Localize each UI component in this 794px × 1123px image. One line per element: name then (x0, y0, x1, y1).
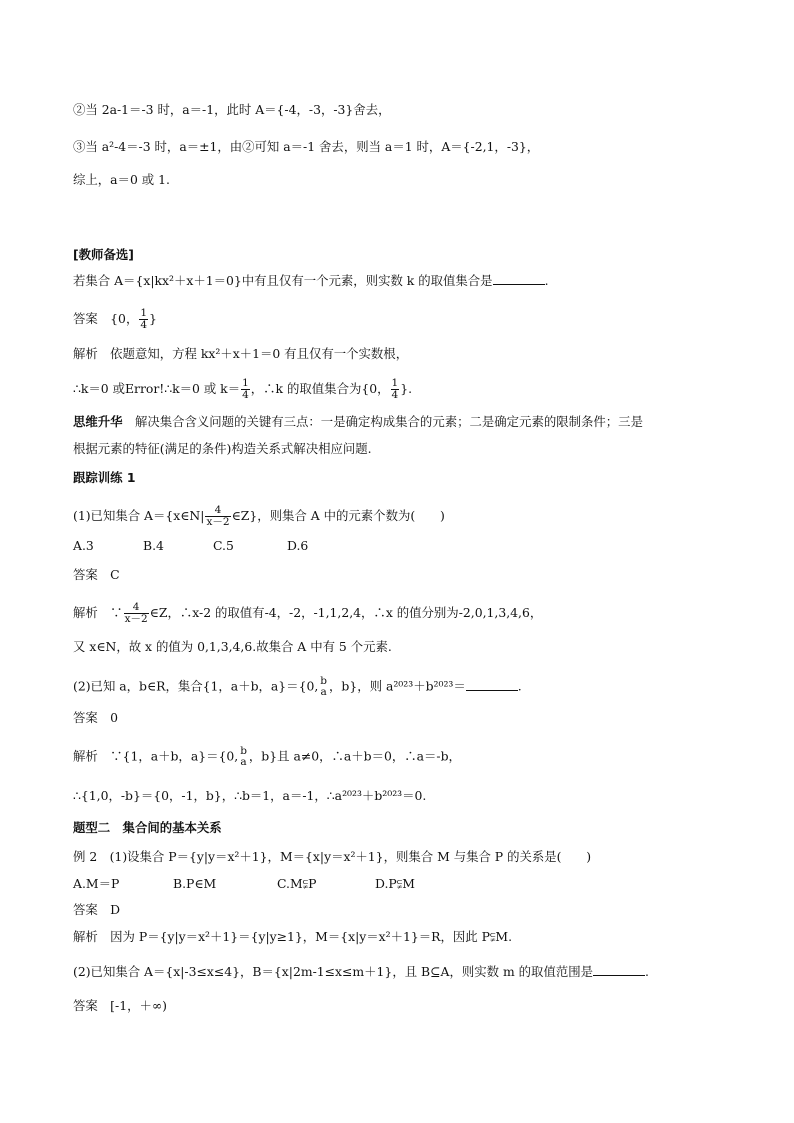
option-d: D.6 (287, 538, 309, 553)
answer-blank (593, 963, 645, 976)
text: 跟踪训练 1 (73, 470, 136, 485)
text: ②当 2a-1＝-3 时，a＝-1，此时 A＝{-4，-3，-3}舍去， (73, 102, 391, 117)
text: . (645, 964, 649, 979)
answer-value: D (110, 902, 121, 917)
explanation-label: 解析 (73, 605, 98, 620)
practice-answer-2 (73, 710, 118, 726)
text: 综上，a＝0 或 1. (73, 172, 170, 187)
thinking-upgrade (73, 414, 643, 430)
explanation-label: 解析 (73, 748, 98, 764)
practice-answer-1 (73, 567, 120, 583)
answer-label: 答案 (73, 902, 98, 917)
answer-label: 答案 (73, 311, 98, 326)
section-heading (73, 820, 222, 836)
text: ，b}，则 a²⁰²³＋b²⁰²³＝ (329, 678, 466, 694)
example-2-explanation (73, 929, 512, 945)
answer-label: 答案 (73, 710, 98, 725)
text: ∈Z}，则集合 A 中的元素个数为( ) (231, 508, 445, 523)
option-b: B.P∈M (173, 876, 217, 891)
fraction: $\frac{1}{4}$ (242, 377, 249, 401)
text: ∵{1，a＋b，a}＝{0, (110, 748, 239, 764)
text: 若集合 A＝{x|kx²＋x＋1＝0}中有且仅有一个元素，则实数 k 的取值集合是 (73, 273, 493, 288)
text: }. (400, 381, 413, 396)
text-line (73, 139, 539, 155)
text: } (149, 311, 157, 326)
answer-label: 答案 (73, 998, 98, 1013)
fraction: $\frac{1}{4}$ (140, 307, 148, 331)
text-line (73, 172, 170, 188)
text: . (517, 678, 522, 694)
text: . (544, 273, 549, 288)
option-a: A.M＝P (73, 876, 120, 891)
text: ∴k＝0 或Error!∴k＝0 或 k＝ (73, 381, 241, 396)
teacher-header (73, 247, 134, 263)
text: (2)已知集合 A＝{x|-3≤x≤4}，B＝{x|2m-1≤x≤m＋1}，且 B⊆A，则实数 m 的取值范围是 (73, 964, 594, 979)
example-2b-question (73, 963, 649, 980)
answer-label: 答案 (73, 567, 98, 582)
text: (2)已知 a，b∈R，集合{1，a＋b，a}＝{0, (73, 678, 319, 694)
explanation-label: 解析 (73, 346, 98, 361)
thinking-label: 思维升华 (73, 414, 123, 429)
text: ，b}且 a≠0，∴a＋b＝0，∴a＝-b， (248, 748, 461, 764)
text: 解决集合含义问题的关键有三点：一是确定构成集合的元素；二是确定元素的限制条件；三是 (134, 414, 643, 429)
fraction: b a (240, 745, 247, 768)
text: ③当 a²-4＝-3 时，a＝±1，由②可知 a＝-1 舍去，则当 a＝1 时，A＝{-2,1，-3}， (73, 139, 540, 154)
teacher-answer (73, 308, 157, 331)
text: 依题意知，方程 kx²＋x＋1＝0 有且仅有一个实数根， (110, 346, 409, 361)
text: ，∴k 的取值集合为{0， (250, 381, 390, 396)
example-2-question (73, 849, 591, 865)
text: 因为 P＝{y|y＝x²＋1}＝{y|y≥1}，M＝{x|y＝x²＋1}＝R，因此 P⫋M. (110, 929, 513, 944)
answer-blank (466, 678, 518, 691)
option-c: C.M⫋P (277, 876, 317, 891)
answer-value: [-1，＋∞) (110, 998, 168, 1013)
practice-explanation-2 (73, 746, 461, 768)
answer-value: C (110, 567, 120, 582)
practice-explanation-1b (73, 639, 392, 655)
text: (1)已知集合 A＝{x∈N| (73, 508, 205, 523)
example-2-options (73, 876, 415, 892)
text: ∈Z，∴x-2 的取值有-4，-2，-1,1,2,4，∴x 的值分别为-2,0,1,3,4,6， (149, 605, 543, 620)
option-b: B.4 (143, 538, 164, 553)
text: {0， (110, 311, 139, 326)
text: 根据元素的特征(满足的条件)构造关系式解决相应问题. (73, 441, 372, 456)
fraction: b a (320, 675, 328, 698)
text: 题型二 集合间的基本关系 (73, 820, 222, 835)
teacher-question (73, 272, 549, 289)
teacher-explanation (73, 346, 408, 362)
fraction: $\frac{1}{4}$ (391, 377, 399, 401)
teacher-explanation-2 (73, 378, 412, 401)
practice-question-1 (73, 505, 445, 528)
example-2b-answer (73, 998, 167, 1014)
text: ∴{1,0，-b}＝{0，-1，b}，∴b＝1，a＝-1，∴a²⁰²³＋b²⁰²³＝0. (73, 788, 427, 803)
practice-options-1 (73, 538, 308, 554)
option-c: C.5 (213, 538, 234, 553)
fraction: $\frac{4}{x-2}$ (206, 504, 230, 528)
practice-question-2 (73, 676, 522, 698)
answer-blank (493, 272, 545, 285)
text: ∵ (110, 605, 123, 620)
practice-explanation-1 (73, 602, 542, 625)
example-2-answer (73, 902, 120, 918)
text: 例 2 (1)设集合 P＝{y|y＝x²＋1}，M＝{x|y＝x²＋1}，则集合 M 与集合 P 的关系是( ) (73, 849, 592, 864)
text-line (73, 102, 390, 118)
text: 又 x∈N，故 x 的值为 0,1,3,4,6.故集合 A 中有 5 个元素. (73, 639, 392, 654)
text: [教师备选] (73, 247, 134, 262)
thinking-upgrade-2 (73, 441, 372, 457)
answer-value: 0 (110, 710, 119, 725)
practice-header (73, 470, 136, 486)
fraction: $\frac{4}{x-2}$ (124, 601, 148, 625)
option-a: A.3 (73, 538, 94, 553)
practice-explanation-2b (73, 788, 426, 804)
option-d: D.P⫋M (375, 876, 415, 891)
explanation-label: 解析 (73, 929, 98, 944)
